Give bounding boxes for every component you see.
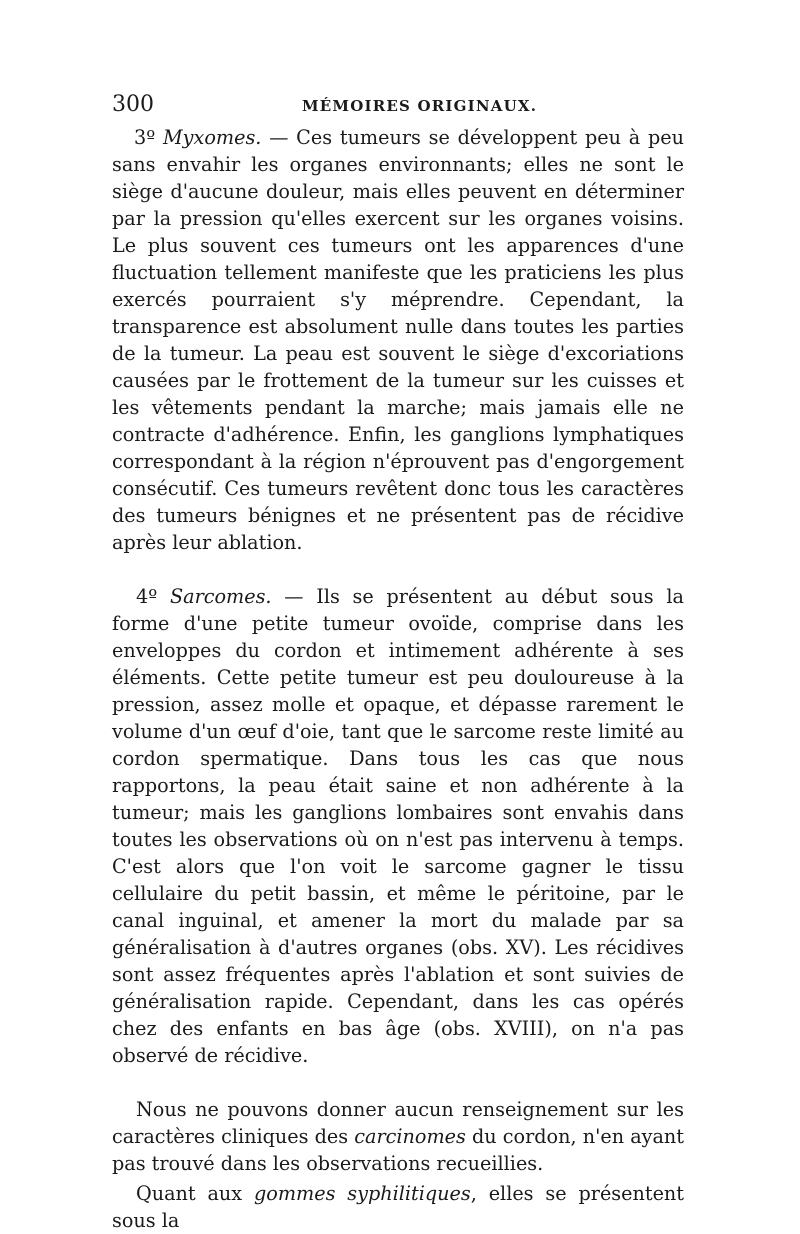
paragraph-text: — Ces tumeurs se développent peu à peu sans envahir les organes environnants; elles ne sont le siège d'aucune douleur, mais elles peuvent en déterminer par la pression qu'elles exercent sur les organes voisins. Le plus souvent ces tumeurs ont les apparences d'une fluctuation tellement manifeste que les praticiens les plus exercés pourraient s'y méprendre. Cependant, la transparence est absolument nulle dans toutes les parties de la tumeur. La peau est souvent le siège d'excoriations causées par le frottement de la tumeur sur les cuisses et les vêtements pendant la marche; mais jamais elle ne contracte d'adhérence. Enfin, les ganglions lymphatiques correspondant à la région n'éprouvent pas d'engorgement consécutif. Ces tumeurs revêtent donc tous les caractères des tumeurs bénignes et ne présentent pas de récidive après leur ablation. [112, 126, 684, 554]
page-number: 300 [112, 92, 154, 117]
section-term: Myxomes. [163, 126, 262, 149]
page-header [112, 92, 684, 122]
section-term: Sarcomes. [169, 585, 272, 608]
italic-term: gommes syphilitiques [253, 1182, 471, 1205]
italic-term: carcinomes [354, 1125, 466, 1148]
paragraph-text: , elles se présentent sous la [112, 1182, 684, 1232]
section-number: 4º [136, 585, 170, 608]
paragraph-gommes [112, 1180, 684, 1234]
section-number: 3º [134, 126, 164, 149]
paragraph-text: du cordon, n'en ayant pas trouvé dans les observations recueillies. [112, 1125, 684, 1175]
paragraph-text: Quant aux [136, 1182, 254, 1205]
document-page [112, 92, 684, 1234]
paragraph-myxomes [112, 124, 684, 556]
paragraph-text: Nous ne pouvons donner aucun renseignement sur les caractères cliniques des [112, 1098, 684, 1148]
paragraph-carcinomes [112, 1096, 684, 1177]
paragraph-sarcomes [112, 583, 684, 1069]
running-title: MÉMOIRES ORIGINAUX. [302, 97, 538, 115]
paragraph-text: — Ils se présentent au début sous la forme d'une petite tumeur ovoïde, comprise dans les enveloppes du cordon et intimement adhérente à ses éléments. Cette petite tumeur est peu douloureuse à la pression, assez molle et opaque, et dépasse rarement le volume d'un œuf d'oie, tant que le sarcome reste limité au cordon spermatique. Dans tous les cas que nous rapportons, la peau était saine et non adhérente à la tumeur; mais les ganglions lombaires sont envahis dans toutes les observations où on n'est pas intervenu à temps. C'est alors que l'on voit le sarcome gagner le tissu cellulaire du petit bassin, et même le péritoine, par le canal inguinal, et amener la mort du malade par sa généralisation à d'autres organes (obs. XV). Les récidives sont assez fréquentes après l'ablation et sont suivies de généralisation rapide. Cependant, dans les cas opérés chez des enfants en bas âge (obs. XVIII), on n'a pas observé de récidive. [112, 585, 684, 1067]
